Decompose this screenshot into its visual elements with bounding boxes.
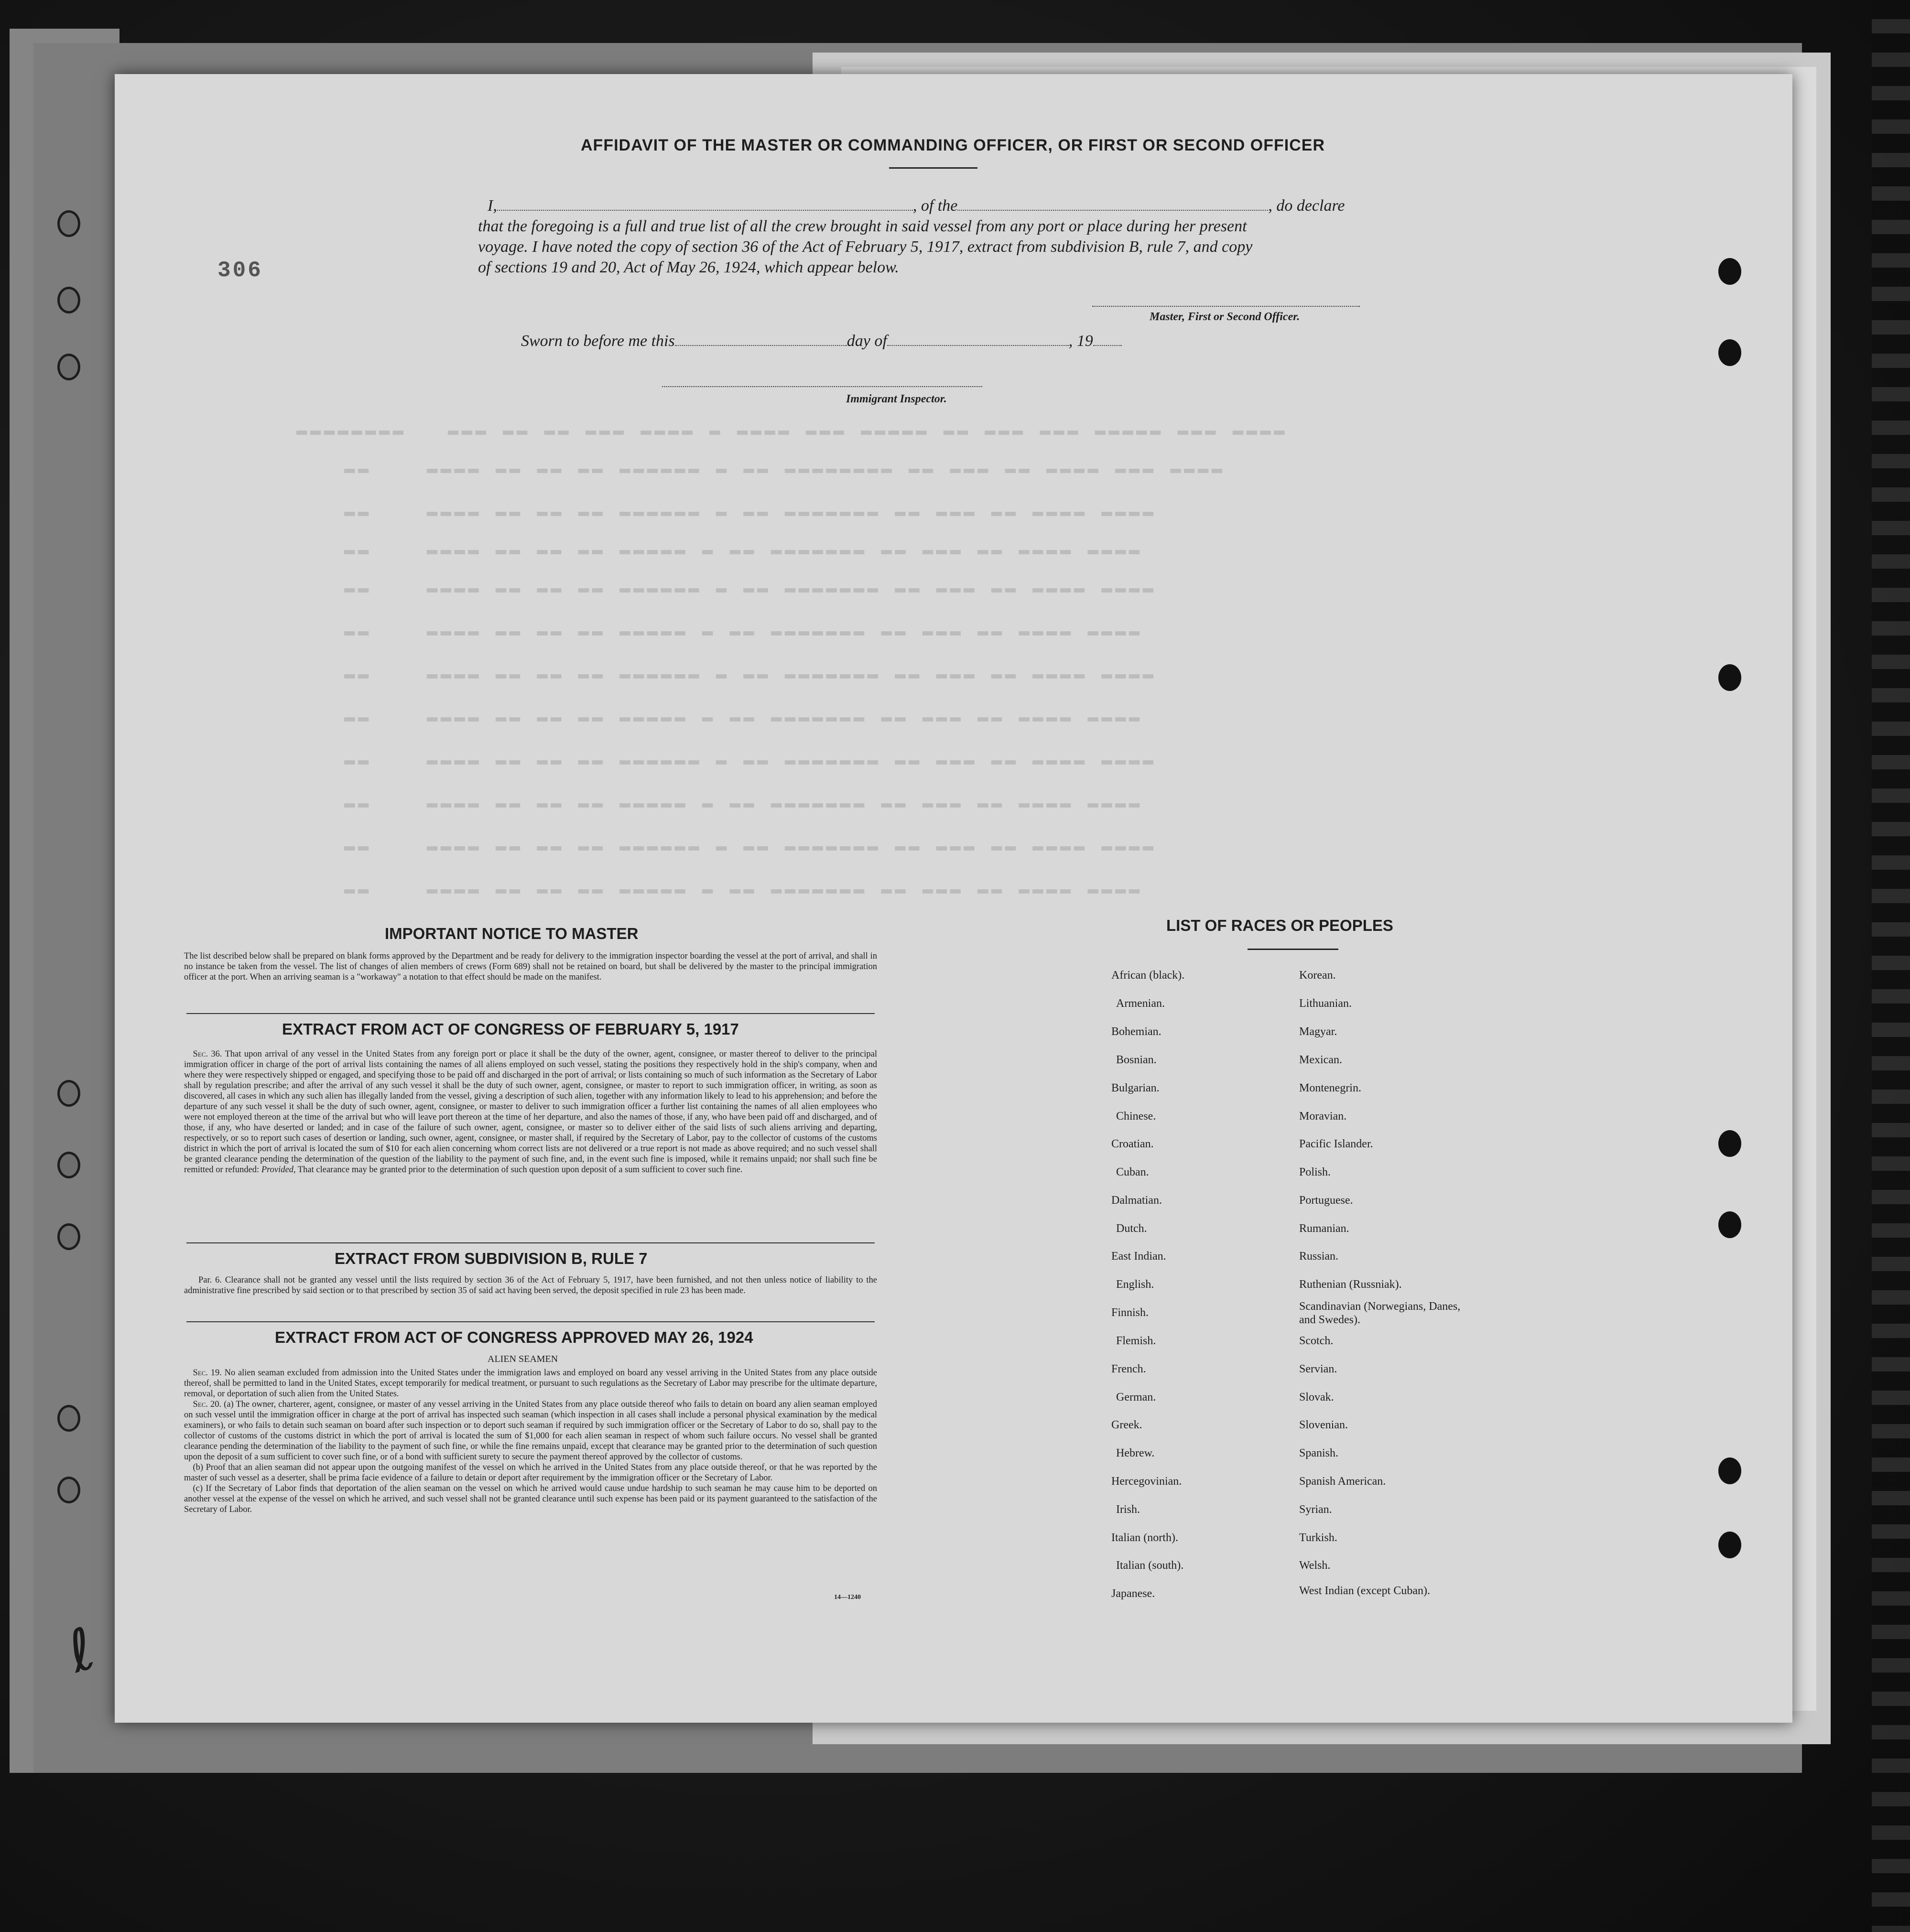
race-item: Slovak.: [1299, 1391, 1334, 1403]
sworn-day-of: day of: [846, 332, 887, 350]
binder-hole: [1718, 1532, 1741, 1558]
affidavit-title: AFFIDAVIT OF THE MASTER OR COMMANDING OFFICER, OR FIRST OR SECOND OFFICER: [581, 136, 1325, 154]
affidavit-line-2: that the foregoing is a full and true list of all the crew brought in said vessel from any port or place during her present: [478, 217, 1247, 235]
sworn-line: [521, 332, 1122, 350]
race-item: Moravian.: [1299, 1110, 1347, 1123]
binder-hole: [57, 1405, 80, 1432]
inspector-signature-line: [662, 386, 982, 387]
extract-1924-title: EXTRACT FROM ACT OF CONGRESS APPROVED MAY 26, 1924: [275, 1328, 753, 1346]
affidavit-line-3: voyage. I have noted the copy of section 36 of the Act of February 5, 1917, extract from subdivision B, rule 7, and copy: [478, 238, 1253, 256]
film-edge: [1872, 0, 1910, 1932]
race-item: Slovenian.: [1299, 1419, 1348, 1431]
race-item: Korean.: [1299, 969, 1336, 982]
title-rule: [889, 167, 977, 169]
inspector-caption: Immigrant Inspector.: [846, 393, 947, 405]
affidavit-of-the: , of the: [912, 197, 958, 215]
extract-rule7-title: EXTRACT FROM SUBDIVISION B, RULE 7: [335, 1250, 648, 1267]
race-item: Bohemian.: [1111, 1025, 1161, 1038]
race-item: Syrian.: [1299, 1503, 1332, 1516]
races-rule: [1248, 949, 1338, 950]
race-item: Irish.: [1116, 1503, 1140, 1516]
sec-36-text: That upon arrival of any vessel in the United States from any foreign port or place it shall be the duty of the owner, agent, consignee, or master thereof to deliver to the principal immigration officer in charge of the port of arrival lists containing the names of all aliens employed on such vessel, stating the positions they respectively hold in the ship's company, when and where they were respectively shipped or engaged, and specifying those to be paid off and discharged in the port of arrival; or lists containing so much of such information as the Secretary of Labor shall by regulation prescribe; and after the arrival of any such vessel it shall be the duty of such owner, agent, consignee, or master to report to such immigration officer, in writing, as soon as discovered, all cases in which any such alien has illegally landed from the vessel, giving a description of such alien, together with any information likely to lead to his apprehension; and before the departure of any such vessel it shall be the duty of such owner, agent, consignee, or master to deliver to such immigration officer a further list containing the names of all alien employees who were not employed thereon at the time of the arrival but who will leave port thereon at the time of her departure, and also the names of those, if any, who have been paid off and discharged, and of those, if any, who have deserted or landed; and in case of the failure of such owner, agent, consignee, or master so to deliver either of the said lists of such aliens arriving and departing, respectively, or so to report such cases of desertion or landing, such owner, agent, consignee, or master shall, if required by the Secretary of Labor, pay to the collector of customs of the customs district in which the port of arrival is located the sum of $10 for each alien concerning whom correct lists are not delivered or a true report is not made as above required; and no such vessel shall be granted clearance pending the determination of the question of the liability to the payment of such fine, and, in the event such fine is imposed, while it remains unpaid; nor shall such fine be remitted or refunded:: [184, 1049, 877, 1175]
sec-20b-paragraph: [184, 1462, 877, 1483]
sworn-day-blank: [675, 345, 847, 346]
binder-hole: [57, 1477, 80, 1503]
affidavit-line-1: [488, 197, 1345, 215]
race-item: Montenegrin.: [1299, 1082, 1361, 1094]
race-item: German.: [1116, 1391, 1156, 1403]
race-item: Chinese.: [1116, 1110, 1156, 1123]
binder-hole: [1718, 258, 1741, 285]
race-item: Russian.: [1299, 1250, 1339, 1263]
races-title: LIST OF RACES OR PEOPLES: [1166, 917, 1393, 934]
ghost-page-number: 306: [217, 258, 263, 283]
race-item: Scotch.: [1299, 1335, 1334, 1347]
binder-hole: [57, 1223, 80, 1250]
race-item: Hebrew.: [1116, 1447, 1155, 1459]
race-item: French.: [1111, 1363, 1146, 1375]
race-item: Servian.: [1299, 1363, 1337, 1375]
race-item: East Indian.: [1111, 1250, 1166, 1263]
proviso-word: Provided,: [261, 1165, 296, 1175]
race-item: Greek.: [1111, 1419, 1142, 1431]
race-item: Flemish.: [1116, 1335, 1156, 1347]
extract-1917-text: [184, 1049, 877, 1175]
notice-title: IMPORTANT NOTICE TO MASTER: [385, 925, 639, 942]
race-item: Cuban.: [1116, 1166, 1149, 1178]
binder-hole: [57, 1080, 80, 1107]
handwritten-mark: ℓ: [59, 1615, 103, 1686]
binder-hole: [57, 287, 80, 313]
notice-text: The list described below shall be prepared on blank forms approved by the Department and be ready for delivery to the immigration inspector boarding the vessel at the port of arrival, and shall in no instance be taken from the vessel. The list of changes of alien members of crews (Form 689) shall not be retained on board, but shall be delivered by the master to the principal immigration officer at the port. When an arriving seaman is a "workaway" a notation to that effect should be made on the manifest.: [184, 951, 877, 982]
vessel-blank: [957, 210, 1268, 211]
sec-20c-text: (c) If the Secretary of Labor finds that deportation of the alien seaman on the vessel on which he arrived would cause undue hardship to such seaman he may cause him to be deported on another vessel at the expense of the vessel on which he arrived, and such vessel shall not be granted clearance until such expense has been paid or its payment guaranteed to the satisfaction of the Secretary of Labor.: [184, 1484, 877, 1514]
race-item: Bosnian.: [1116, 1054, 1157, 1066]
race-item: Dutch.: [1116, 1222, 1147, 1235]
extract-rule7-text: Par. 6. Clearance shall not be granted any vessel until the lists required by section 36 of the Act of February 5, 1917, have been furnished, and not then unless notice of liability to the administrative fine prescribed by said section or to that prescribed by section 35 of said act having been served, the deposit specified in rule 23 has been made.: [184, 1275, 877, 1295]
sec-19-paragraph: [184, 1368, 877, 1399]
name-blank: [497, 210, 913, 211]
sworn-text: Sworn to before me this: [521, 332, 675, 350]
affidavit-declare: , do declare: [1268, 197, 1345, 215]
sworn-month-blank: [887, 345, 1069, 346]
affidavit-line-4: of sections 19 and 20, Act of May 26, 1924, which appear below.: [478, 259, 899, 276]
race-item: Dalmatian.: [1111, 1194, 1162, 1207]
race-item: Turkish.: [1299, 1532, 1337, 1544]
race-item: Spanish.: [1299, 1447, 1339, 1459]
sec-19-lead: Sec. 19.: [193, 1368, 222, 1378]
sec-20c-paragraph: [184, 1483, 877, 1515]
race-item: Polish.: [1299, 1166, 1331, 1178]
race-item: Finnish.: [1111, 1306, 1149, 1319]
race-item: Portuguese.: [1299, 1194, 1353, 1207]
race-item: West Indian (except Cuban).: [1299, 1585, 1430, 1597]
race-item: African (black).: [1111, 969, 1185, 982]
binder-hole: [57, 1152, 80, 1178]
section-rule: [186, 1321, 875, 1322]
race-item: Lithuanian.: [1299, 997, 1352, 1010]
master-signature-line: [1092, 306, 1360, 307]
affidavit-i: I,: [488, 197, 497, 215]
sworn-year-blank: [1093, 345, 1122, 346]
race-item: Hercegovinian.: [1111, 1475, 1182, 1488]
extract-1924-subtitle: ALIEN SEAMEN: [488, 1354, 558, 1364]
sec-20b-text: (b) Proof that an alien seaman did not appear upon the outgoing manifest of the vessel on which he arrived in the United States from any place outside thereof, or that he was reported by the master of such vessel as a deserter, shall be prima facie evidence of a failure to detain or deport after requirement by the immigration officer or the Secretary of Labor.: [184, 1463, 877, 1483]
binder-hole: [57, 210, 80, 237]
sec-36-lead: Sec. 36.: [193, 1049, 222, 1059]
race-item: Ruthenian (Russniak).: [1299, 1278, 1402, 1291]
race-item: Armenian.: [1116, 997, 1165, 1010]
binder-hole: [1718, 1211, 1741, 1238]
sec-19-text: No alien seaman excluded from admission into the United States under the immigration laws and employed on board any vessel arriving in the United States from any place outside thereof, shall be permitted to land in the United States, except temporarily for medical treatment, or pursuant to such regulations as the Secretary of Labor may prescribe for the ultimate departure, removal, or deportation of such alien from the United States.: [184, 1368, 878, 1399]
race-item: Spanish American.: [1299, 1475, 1386, 1488]
race-item: Croatian.: [1111, 1138, 1154, 1150]
race-item: Welsh.: [1299, 1559, 1331, 1572]
form-number: 14—1240: [834, 1594, 861, 1601]
race-item: Mexican.: [1299, 1054, 1342, 1066]
extract-1917-title: EXTRACT FROM ACT OF CONGRESS OF FEBRUARY 5, 1917: [282, 1020, 739, 1038]
sec-20-lead: Sec. 20.: [193, 1400, 222, 1409]
race-item: Italian (south).: [1116, 1559, 1184, 1572]
section-rule: [186, 1242, 875, 1243]
sec-20a-paragraph: [184, 1399, 877, 1462]
race-item: Magyar.: [1299, 1025, 1337, 1038]
race-item: English.: [1116, 1278, 1154, 1291]
master-caption: Master, First or Second Officer.: [1150, 311, 1300, 323]
binder-hole: [1718, 1130, 1741, 1157]
race-item: Japanese.: [1111, 1587, 1155, 1600]
race-item: Rumanian.: [1299, 1222, 1349, 1235]
proviso-text: That clearance may be granted prior to the determination of such question upon deposit of a sum sufficient to cover such fine.: [297, 1165, 743, 1175]
sec-20a-text: (a) The owner, charterer, agent, consignee, or master of any vessel arriving in the United States from any place outside thereof who fails to detain on board any alien seaman employed on such vessel until the immigration officer in charge at the port of arrival has inspected such seaman (which inspection in all cases shall include a personal physical examination by the medical examiners), or who fails to detain such seaman on board after such inspection or to deport such seaman if required by such immigration officer or the Secretary of Labor to do so, shall pay to the collector of customs of the customs district in which the port of arrival is located the sum of $1,000 for each alien seaman in respect of whom such failure occurs. No vessel shall be granted clearance pending the determination of the liability to the payment of such fine, or while the fine remains unpaid, except that clearance may be granted prior to the determination of such question upon the deposit of a sum sufficient to cover such fine, or of a bond with sufficient surety to secure the payment thereof approved by the collector of customs.: [184, 1400, 878, 1462]
race-item: Scandinavian (Norwegians, Danes, and Swedes).: [1299, 1300, 1461, 1326]
race-item: Bulgarian.: [1111, 1082, 1160, 1094]
binder-hole: [1718, 339, 1741, 366]
section-rule: [186, 1013, 875, 1014]
binder-hole: [1718, 1457, 1741, 1484]
extract-1924-body: [184, 1368, 877, 1515]
sworn-year: , 19: [1068, 332, 1093, 350]
race-item: Italian (north).: [1111, 1532, 1178, 1544]
race-item: Pacific Islander.: [1299, 1138, 1373, 1150]
binder-hole: [57, 354, 80, 380]
binder-hole: [1718, 664, 1741, 691]
